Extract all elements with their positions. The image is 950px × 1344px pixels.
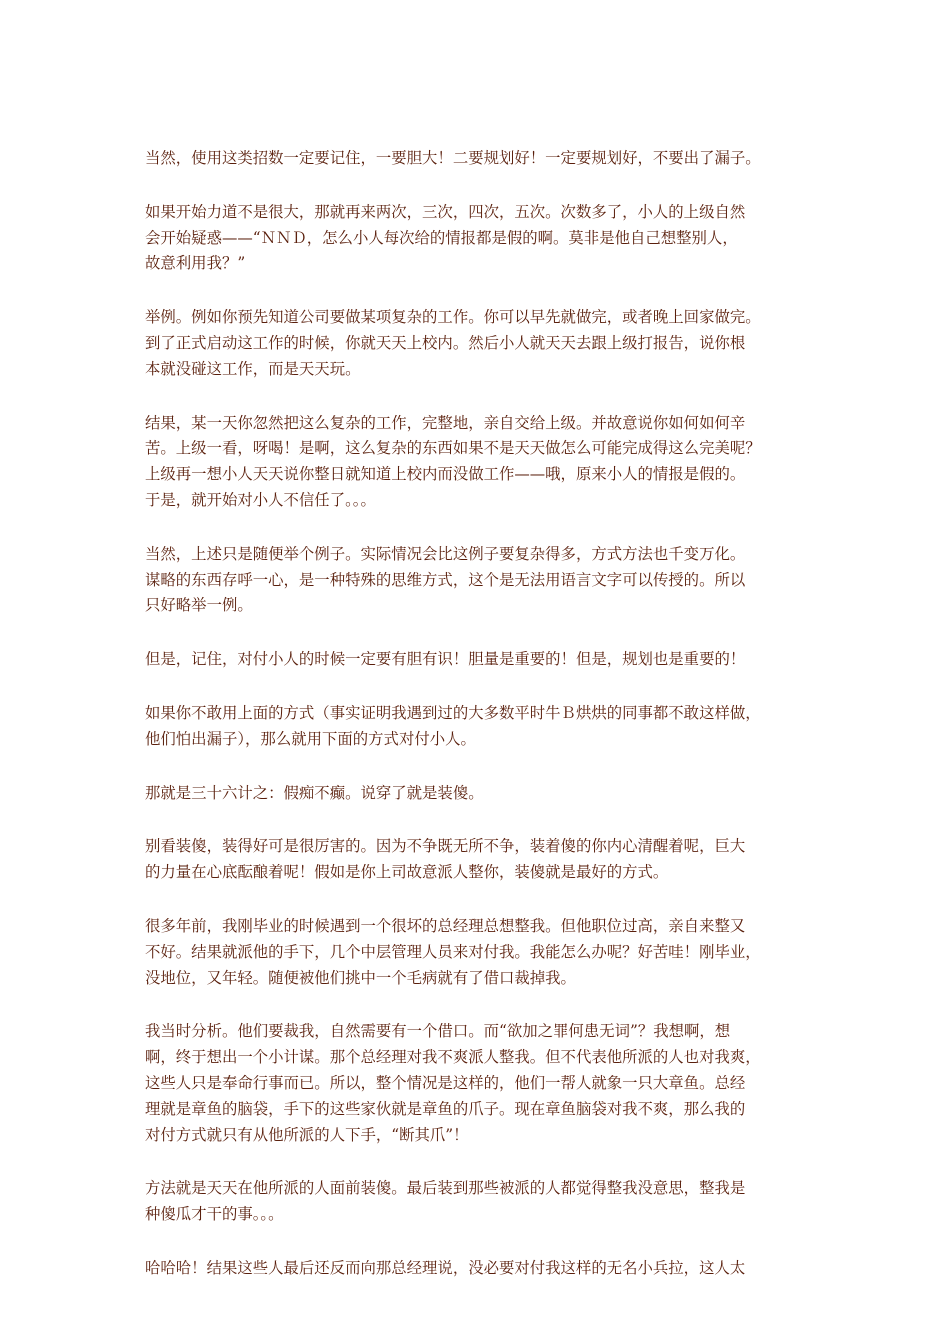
text-line: 会开始疑惑——“ＮＮＤ，怎么小人每次给的情报都是假的啊。莫非是他自己想整别人，	[145, 228, 738, 247]
text-line: 举例。例如你预先知道公司要做某项复杂的工作。你可以早先就做完，或者晚上回家做完。	[145, 308, 761, 327]
paragraph	[145, 411, 813, 514]
paragraph	[145, 146, 813, 172]
text-line: 种傻瓜才干的事。。。	[145, 1205, 284, 1224]
paragraph	[145, 1176, 813, 1228]
text-line: 于是，就开始对小人不信任了。。。	[145, 490, 376, 509]
text-line: 当然，上述只是随便举个例子。实际情况会比这例子要复杂得多，方式方法也千变万化。	[145, 544, 746, 563]
text-line: 他们怕出漏子），那么就用下面的方式对付小人。	[145, 729, 476, 748]
paragraph	[145, 1019, 813, 1148]
document-body	[145, 146, 813, 1310]
paragraph	[145, 647, 813, 673]
paragraph	[145, 701, 813, 753]
text-line: 当然，使用这类招数一定要记住，一要胆大！二要规划好！一定要规划好，不要出了漏子。	[145, 149, 761, 167]
text-line: 的力量在心底酝酿着呢！假如是你上司故意派人整你，装傻就是最好的方式。	[145, 863, 669, 882]
paragraph	[145, 1256, 813, 1282]
paragraph	[145, 781, 813, 807]
text-line: 到了正式启动这工作的时候，你就天天上校内。然后小人就天天去跟上级打报告，说你根	[145, 333, 746, 352]
paragraph	[145, 542, 813, 619]
text-line: 只好略举一例。	[145, 596, 253, 615]
paragraph	[145, 200, 813, 277]
text-line: 如果开始力道不是很大，那就再来两次，三次，四次，五次。次数多了，小人的上级自然	[145, 202, 746, 221]
text-line: 本就没碰这工作，而是天天玩。	[145, 359, 361, 378]
text-line: 不好。结果就派他的手下，几个中层管理人员来对付我。我能怎么办呢？好苦哇！刚毕业，	[145, 942, 761, 961]
text-line: 那就是三十六计之：假痴不癫。说穿了就是装傻。	[145, 783, 484, 802]
text-line: 很多年前，我刚毕业的时候遇到一个很坏的总经理总想整我。但他职位过高，亲自来整又	[145, 916, 746, 935]
text-line: 结果，某一天你忽然把这么复杂的工作，完整地，亲自交给上级。并故意说你如何如何辛	[145, 413, 746, 432]
paragraph	[145, 834, 813, 886]
text-line: 理就是章鱼的脑袋，手下的这些家伙就是章鱼的爪子。现在章鱼脑袋对我不爽，那么我的	[145, 1099, 746, 1118]
paragraph	[145, 305, 813, 382]
text-line: 上级再一想小人天天说你整日就知道上校内而没做工作——哦，原来小人的情报是假的。	[145, 465, 746, 484]
text-line: 别看装傻，装得好可是很厉害的。因为不争既无所不争，装着傻的你内心清醒着呢，巨大	[145, 837, 746, 856]
text-line: 哈哈哈！结果这些人最后还反而向那总经理说，没必要对付我这样的无名小兵拉，这人太	[145, 1258, 746, 1277]
text-line: 对付方式就只有从他所派的人下手，“断其爪”！	[145, 1125, 469, 1144]
text-line: 没地位，又年轻。随便被他们挑中一个毛病就有了借口裁掉我。	[145, 968, 576, 987]
text-line: 如果你不敢用上面的方式（事实证明我遇到过的大多数平时牛Ｂ烘烘的同事都不敢这样做，	[145, 703, 761, 722]
text-line: 啊，终于想出一个小计谋。那个总经理对我不爽派人整我。但不代表他所派的人也对我爽，	[145, 1048, 761, 1067]
text-line: 谋略的东西存呼一心，是一种特殊的思维方式，这个是无法用语言文字可以传授的。所以	[145, 570, 746, 589]
text-line: 苦。上级一看，呀喝！是啊，这么复杂的东西如果不是天天做怎么可能完成得这么完美呢？	[145, 439, 761, 458]
text-line: 这些人只是奉命行事而已。所以，整个情况是这样的，他们一帮人就象一只大章鱼。总经	[145, 1073, 746, 1092]
text-line: 故意利用我？”	[145, 254, 246, 273]
text-line: 方法就是天天在他所派的人面前装傻。最后装到那些被派的人都觉得整我没意思，整我是	[145, 1179, 746, 1198]
text-line: 我当时分析。他们要裁我，自然需要有一个借口。而“欲加之罪何患无词”？我想啊，想	[145, 1022, 731, 1041]
text-line: 但是，记住，对付小人的时候一定要有胆有识！胆量是重要的！但是，规划也是重要的！	[145, 650, 746, 669]
paragraph	[145, 914, 813, 991]
